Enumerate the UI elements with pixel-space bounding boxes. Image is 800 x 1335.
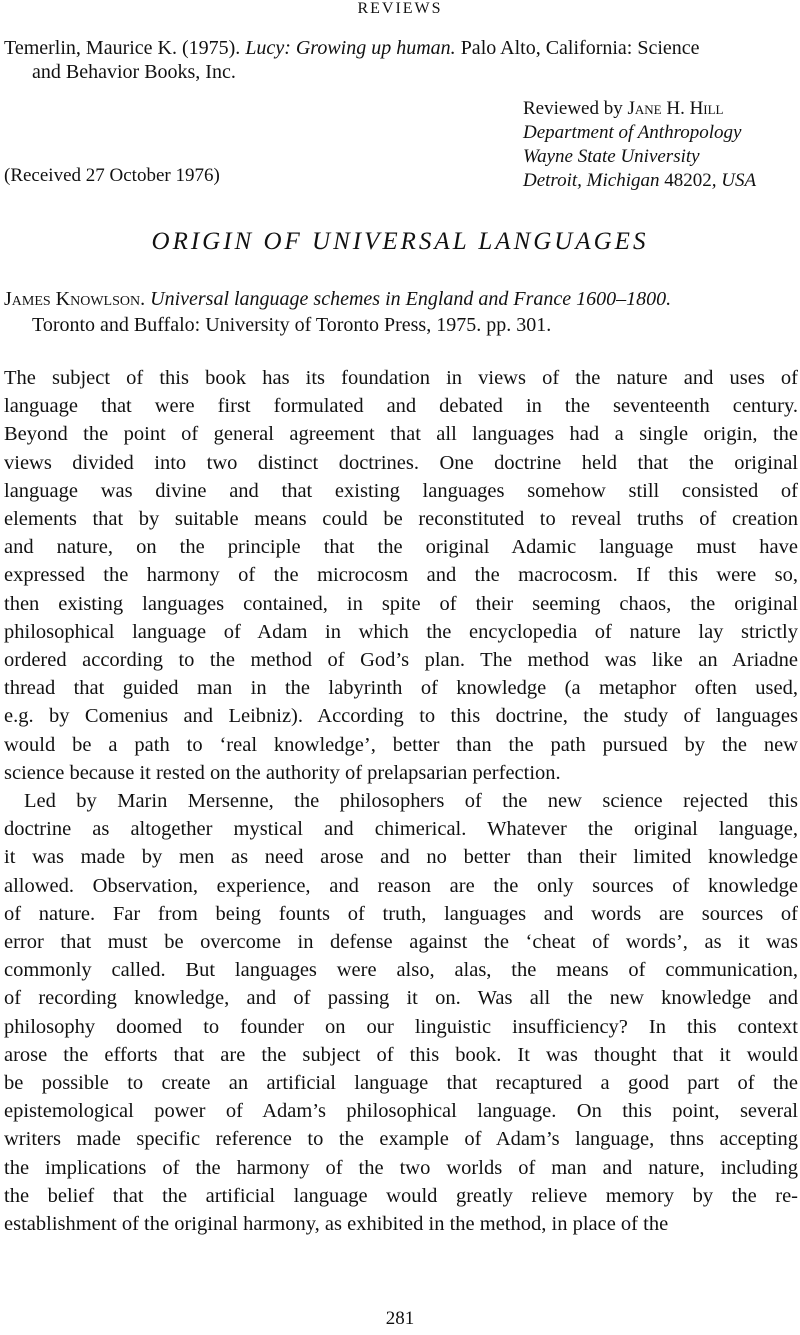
- body-line: elements that by suitable means could be reconstituted to reveal truths of creation: [4, 508, 798, 531]
- body-line: philosophical language of Adam in which the encyclopedia of nature lay strictly: [4, 620, 798, 643]
- book-citation: [4, 286, 796, 338]
- body-line: philosophy doomed to founder on our linguistic insufficiency? In this context: [4, 1015, 798, 1038]
- reviewer-prefix: Reviewed by: [523, 98, 628, 119]
- body-line: language that were first formulated and debated in the seventeenth century.: [4, 395, 798, 418]
- body-line: allowed. Observation, experience, and reason are the only sources of knowledge: [4, 874, 798, 897]
- reviewer-city: Detroit, Michigan: [523, 170, 665, 191]
- body-line: doctrine as altogether mystical and chimerical. Whatever the original language,: [4, 818, 798, 841]
- body-line: expressed the harmony of the microcosm and the macrocosm. If this were so,: [4, 564, 798, 587]
- reviewer-country: , USA: [711, 170, 757, 191]
- body-line: thread that guided man in the labyrinth of knowledge (a metaphor often used,: [4, 677, 798, 700]
- book-publisher: Toronto and Buffalo: University of Toronto Press, 1975. pp. 301.: [32, 314, 552, 336]
- section-title: ORIGIN OF UNIVERSAL LANGUAGES: [151, 228, 649, 255]
- book-citation-line-1: [4, 286, 796, 312]
- body-line: arose the efforts that are the subject of this book. It was thought that it would: [4, 1043, 798, 1066]
- body-line: of nature. Far from being founts of truth, languages and words are sources of: [4, 902, 798, 925]
- body-line: Led by Marin Mersenne, the philosophers of the new science rejected this: [24, 790, 798, 813]
- page-number: 281: [385, 1308, 415, 1329]
- citation-line-2: and Behavior Books, Inc.: [32, 61, 236, 83]
- body-line: be possible to create an artificial language that recaptured a good part of the: [4, 1072, 798, 1095]
- review-citation: [4, 36, 796, 84]
- body-line: commonly called. But languages were also, alas, the means of communication,: [4, 959, 798, 982]
- book-author: James Knowlson.: [4, 288, 146, 310]
- body-line: views divided into two distinct doctrines. One doctrine held that the original: [4, 451, 798, 474]
- body-line: the implications of the harmony of the two worlds of man and nature, including: [4, 1156, 798, 1179]
- citation-line-1: [4, 36, 796, 60]
- body-line: e.g. by Comenius and Leibniz). According to this doctrine, the study of languages: [4, 705, 798, 728]
- running-head: REVIEWS: [357, 0, 443, 17]
- body-line: the belief that the artificial language would greatly relieve memory by the re-: [4, 1184, 798, 1207]
- reviewer-university: Wayne State University: [523, 146, 700, 167]
- body-line: then existing languages contained, in spite of their seeming chaos, the original: [4, 592, 798, 615]
- body-line: establishment of the original harmony, as exhibited in the method, in place of the: [4, 1213, 669, 1236]
- body-line: of recording knowledge, and of passing it on. Was all the new knowledge and: [4, 987, 798, 1010]
- citation-book-title: Lucy: Growing up human.: [245, 37, 456, 59]
- body-line: and nature, on the principle that the original Adamic language must have: [4, 536, 798, 559]
- body-line: would be a path to ‘real knowledge’, better than the path pursued by the new: [4, 733, 798, 756]
- body-line: science because it rested on the authority of prelapsarian perfection.: [4, 761, 561, 784]
- body-line: it was made by men as need arose and no better than their limited knowledge: [4, 846, 798, 869]
- reviewer-line: [523, 97, 798, 121]
- body-line: ordered according to the method of God’s plan. The method was like an Ariadne: [4, 649, 798, 672]
- body-line: epistemological power of Adam’s philosophical language. On this point, several: [4, 1100, 798, 1123]
- reviewer-zip: 48202: [664, 170, 712, 191]
- body-line: The subject of this book has its foundation in views of the nature and uses of: [4, 367, 798, 389]
- body-line: language was divine and that existing languages somehow still consisted of: [4, 479, 798, 502]
- review-body: [4, 364, 798, 1238]
- body-line: writers made specific reference to the example of Adam’s language, thns accepting: [4, 1128, 798, 1151]
- reviewer-department: Department of Anthropology: [523, 122, 742, 143]
- book-title: Universal language schemes in England and France 1600–1800.: [145, 288, 672, 310]
- citation-author: Temerlin, Maurice K. (1975).: [4, 37, 246, 59]
- reviewer-address: [523, 169, 798, 193]
- body-line: Beyond the point of general agreement that all languages had a single origin, the: [4, 423, 798, 446]
- body-line: error that must be overcome in defense against the ‘cheat of words’, as it was: [4, 931, 798, 954]
- received-date: (Received 27 October 1976): [4, 165, 220, 186]
- reviewer-name: Jane H. Hill: [627, 98, 724, 119]
- citation-publisher: Palo Alto, California: Science: [455, 37, 700, 59]
- reviewer-block: [523, 97, 798, 193]
